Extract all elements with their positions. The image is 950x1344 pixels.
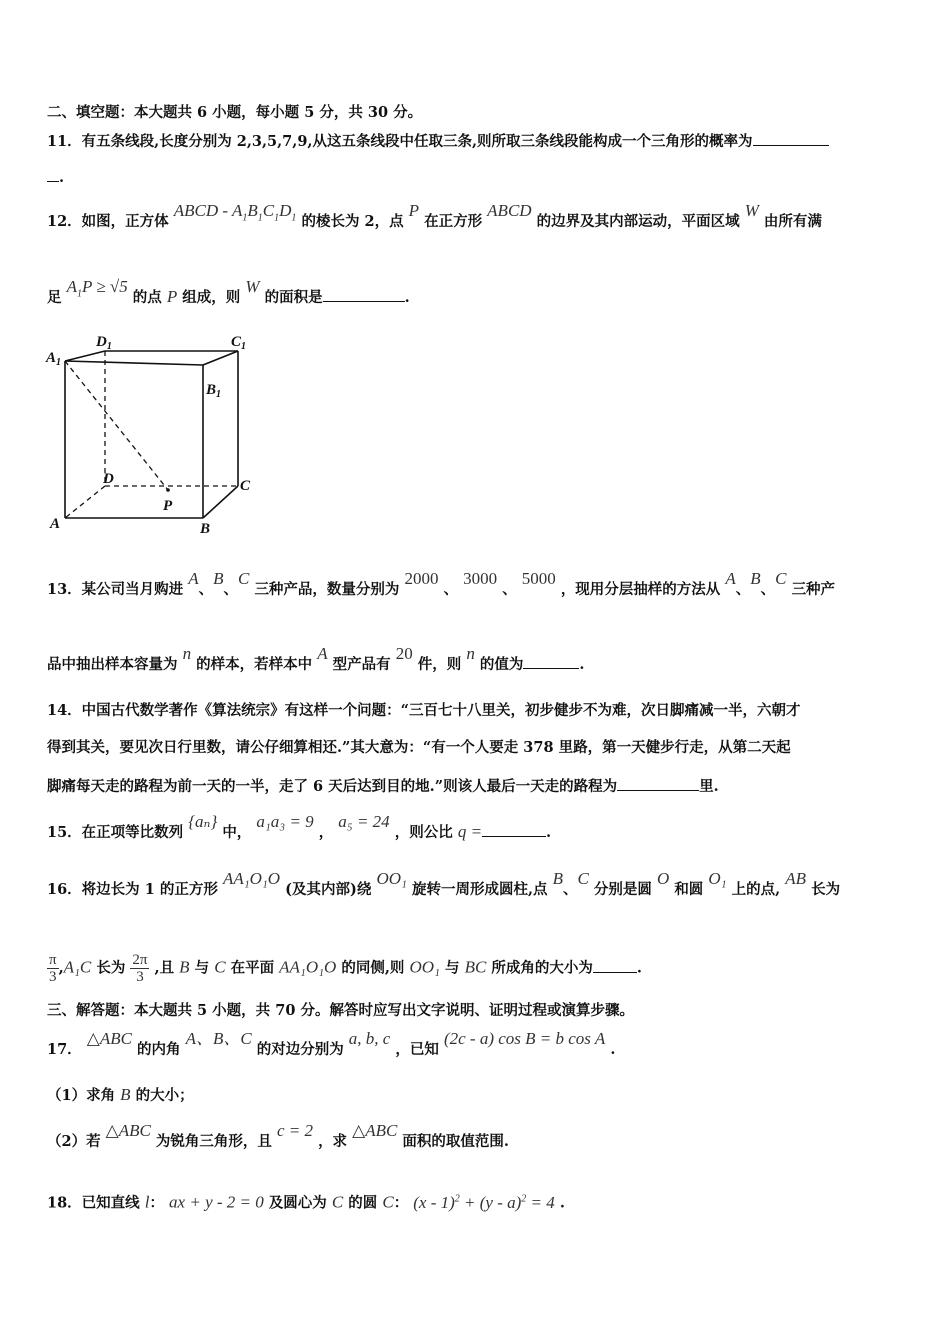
- label-a: A: [50, 516, 61, 532]
- plane: AA₁O₁O: [279, 957, 337, 977]
- q11-tail: .: [59, 169, 65, 186]
- square: AA₁O₁O: [222, 869, 281, 888]
- answer-blank: [593, 958, 637, 973]
- sep: 、: [198, 581, 214, 598]
- q12-l2b: 的点: [132, 289, 162, 306]
- line-equation: ax + y - 2 = 0: [169, 1192, 264, 1212]
- question-14: [47, 702, 801, 720]
- sep: 、: [502, 581, 517, 598]
- q16-t11: 在平面: [230, 959, 275, 977]
- q14-l1: 14．中国古代数学著作《算法统宗》有这样一个问题：“三百七十八里关，初步健步不为难，次日脚痛减一半，六朝才: [47, 702, 801, 719]
- product-a: A: [188, 569, 199, 588]
- square-abcd: ABCD: [487, 201, 532, 220]
- question-15: [47, 812, 552, 842]
- q14-l3b: 里.: [699, 778, 719, 795]
- q14-l2: 得到其关，要见次日行里数，请公仔细算相还.”其大意为：“有一个人要走 378 里路，第一天健步行走，从第二天起: [47, 739, 791, 756]
- product-a: A: [317, 644, 328, 663]
- question-18: [47, 1190, 565, 1213]
- q16-t13: 与: [445, 959, 460, 977]
- q15-num: 15．在正项等比数列: [47, 824, 184, 841]
- question-14-l3: [47, 776, 719, 796]
- side-c: c = 2: [276, 1121, 313, 1140]
- q17-t1: 的内角: [137, 1041, 181, 1058]
- cond-1: a₁a₃ = 9: [256, 812, 314, 831]
- var-n: n: [466, 644, 475, 663]
- question-11-cont: [47, 167, 64, 187]
- q16-t2: 旋转一周形成圆柱,点: [411, 881, 548, 898]
- q13-l2d: 件，则: [417, 656, 462, 673]
- colon: ：: [149, 1194, 164, 1212]
- qty-a: 2000: [404, 569, 439, 588]
- line-l: l: [144, 1192, 150, 1212]
- answer-blank: [753, 131, 829, 146]
- q16-t14: 所成角的大小为: [491, 959, 593, 977]
- q12-l2d: 的面积是: [264, 289, 323, 306]
- q13-l2c: 型产品有: [332, 656, 391, 673]
- q18-t2: 的圆: [348, 1194, 378, 1212]
- label-d1: $D_1$: [96, 334, 112, 352]
- question-12-cont: [47, 277, 410, 313]
- q16-t6: 上的点,: [731, 881, 781, 898]
- triangle: △ABC: [86, 1029, 132, 1048]
- sep: 、: [735, 581, 751, 598]
- product-b: B: [213, 569, 224, 588]
- region-w: W: [744, 201, 759, 220]
- question-17-part1: [47, 1086, 194, 1105]
- circle-c: C: [382, 1192, 394, 1212]
- arc-ab: AB: [785, 869, 807, 888]
- section-title: [47, 1002, 634, 1020]
- q16-t4: 分别是圆: [593, 881, 652, 898]
- q12-l2e: .: [404, 289, 410, 306]
- answer-blank: [323, 287, 405, 302]
- answer-blank: [617, 776, 699, 791]
- q11-text: 11．有五条线段,长度分别为 2,3,5,7,9,从这五条线段中任取三条,则所取三条线段能构成一个三角形的概率为: [47, 133, 753, 150]
- point-p: P: [166, 287, 178, 306]
- part2-label: （2）若: [47, 1133, 101, 1150]
- q16-t10: 与: [194, 959, 210, 977]
- label-b: B: [200, 521, 211, 537]
- equation: (2c - a) cos B = b cos A: [443, 1029, 606, 1048]
- q15-t2: ，则公比: [394, 824, 453, 841]
- label-c: C: [240, 478, 251, 494]
- q18-num: 18．已知直线: [47, 1194, 140, 1212]
- q13-t3: 三种产: [791, 581, 836, 598]
- q18-t3: ：: [393, 1194, 409, 1212]
- question-14-l2: [47, 739, 791, 757]
- q17-t3: ，已知: [395, 1041, 439, 1058]
- triangle: △ABC: [352, 1121, 398, 1140]
- part1-text: 的大小；: [135, 1087, 194, 1104]
- q14-l3a: 脚痛每天走的路程为前一天的一半，走了 6 天后达到目的地.”则该人最后一天走的路程为: [47, 778, 618, 795]
- label-b1: $B_1$: [206, 382, 222, 400]
- q13-l2b: 的样本，若样本中: [196, 656, 313, 673]
- comma: ，: [318, 824, 334, 841]
- q16-t3: 、: [563, 881, 578, 898]
- edge: [65, 361, 203, 365]
- section-title-text: 二、填空题：本大题共 6 小题，每小题 5 分，共 30 分。: [47, 104, 423, 121]
- q15-t1: 中，: [222, 824, 252, 841]
- question-16: [47, 869, 841, 899]
- region-w: W: [245, 277, 260, 296]
- edge: [203, 486, 238, 518]
- q16-t5: 和圆: [674, 881, 704, 898]
- qty-b: 3000: [463, 569, 498, 588]
- question-16-cont: $\frac{\pi}{3}$ ,A₁C 长为 $\frac{2\pi}{3}$ ,且 B 与 C 在平面 AA₁O₁O 的同侧,则 OO₁ 与 BC 所成角的大小为 .: [49, 952, 642, 985]
- arc-a1c: A₁C: [63, 957, 92, 977]
- answer-blank: [482, 822, 546, 837]
- point-p: P: [408, 201, 420, 220]
- question-17: [47, 1029, 616, 1059]
- q16-t12: 的同侧,则: [341, 959, 405, 977]
- line-bc: BC: [464, 957, 487, 977]
- question-12: [47, 201, 822, 237]
- q13-num: 13．某公司当月购进: [47, 581, 184, 598]
- sep: 、: [443, 581, 459, 598]
- q16-t1: (及其内部)绕: [285, 881, 372, 898]
- point-p-dot: [166, 488, 170, 492]
- line-oo1: OO₁: [409, 957, 440, 977]
- q16-t15: .: [636, 959, 642, 977]
- q12-num: 12．如图，正方体: [47, 213, 169, 230]
- question-17-part2: [47, 1121, 509, 1151]
- q16-t9: ,且: [154, 959, 175, 977]
- triangle: △ABC: [105, 1121, 151, 1140]
- circle-o1: O₁: [708, 869, 727, 888]
- ratio-q: q =: [457, 822, 483, 841]
- segment-a1p: [65, 361, 168, 490]
- product-c: C: [238, 569, 250, 588]
- circle-equation: (x - 1)$^2$ + (y - a)$^2$ = 4: [413, 1192, 555, 1212]
- q17-num: 17．: [47, 1041, 82, 1058]
- q16-num: 16．将边长为 1 的正方形: [47, 881, 218, 898]
- part2-text: 为锐角三角形，且: [155, 1133, 272, 1150]
- q12-l2c: 组成，则: [182, 289, 241, 306]
- axis: OO₁: [376, 869, 407, 888]
- q12-t3: 的边界及其内部运动，平面区域: [536, 213, 740, 230]
- cube-figure: [40, 328, 260, 538]
- cube-name: ABCD - $A_1B_1C_1D_1$: [173, 201, 297, 224]
- point-c: C: [577, 869, 589, 888]
- edge: [203, 351, 238, 365]
- answer-blank: [523, 654, 579, 669]
- q13-t2: ，现用分层抽样的方法从: [560, 581, 721, 598]
- section-title-text: 三、解答题：本大题共 5 小题，共 70 分。解答时应写出文字说明、证明过程或演算步骤。: [47, 1002, 634, 1019]
- label-d: D: [103, 471, 114, 487]
- q13-t1: 三种产品，数量分别为: [254, 581, 400, 598]
- condition: $A_1P \ge √5$: [66, 277, 128, 300]
- label-a1: $A_1$: [46, 350, 62, 368]
- sep: 、: [760, 581, 776, 598]
- question-11: [47, 131, 829, 151]
- q18-t4: .: [559, 1194, 565, 1212]
- product-b: B: [750, 569, 761, 588]
- question-13-cont: [47, 644, 585, 674]
- q12-t1: 的棱长为 2，点: [301, 213, 404, 230]
- q12-l2a: 足: [47, 289, 62, 306]
- q18-t1: 及圆心为: [268, 1194, 327, 1212]
- question-13: [47, 569, 836, 599]
- q13-l2a: 品中抽出样本容量为: [47, 656, 178, 673]
- point-c: C: [214, 957, 226, 977]
- q15-t3: .: [546, 824, 552, 841]
- sequence: {aₙ}: [188, 812, 218, 831]
- product-a: A: [725, 569, 736, 588]
- var-n: n: [182, 644, 192, 663]
- q12-t2: 在正方形: [424, 213, 483, 230]
- label-c1: $C_1$: [231, 334, 247, 352]
- fraction-2pi-3: $\frac{2\pi}{3}$: [132, 952, 148, 985]
- count-20: 20: [395, 644, 413, 663]
- q13-l2f: .: [579, 656, 585, 673]
- cond-2: a₅ = 24: [338, 812, 390, 831]
- angle-b: B: [120, 1085, 131, 1104]
- answer-blank: [47, 167, 59, 182]
- part1-label: （1）求角: [47, 1087, 116, 1104]
- circle-o: O: [656, 869, 670, 888]
- point-b: B: [179, 957, 190, 977]
- q16-t8: 长为: [96, 959, 126, 977]
- part2-text2: ，求: [318, 1133, 348, 1150]
- point-b: B: [552, 869, 563, 888]
- angles: A、B、C: [185, 1029, 252, 1048]
- sep: 、: [223, 581, 239, 598]
- center-c: C: [331, 1192, 344, 1212]
- q13-l2e: 的值为: [479, 656, 524, 673]
- q17-t2: 的对边分别为: [256, 1041, 344, 1058]
- fraction-pi-3: $\frac{\pi}{3}$: [49, 952, 57, 985]
- product-c: C: [775, 569, 787, 588]
- edge: [65, 351, 105, 361]
- part2-text3: 面积的取值范围.: [402, 1133, 509, 1150]
- sides: a, b, c: [348, 1029, 391, 1048]
- q16-t7: 长为: [811, 881, 841, 898]
- qty-c: 5000: [521, 569, 556, 588]
- section-title: [47, 104, 422, 122]
- label-p: P: [163, 498, 173, 514]
- q17-t4: .: [610, 1041, 616, 1058]
- hidden-edge: [65, 486, 105, 518]
- q12-t4: 由所有满: [763, 213, 822, 230]
